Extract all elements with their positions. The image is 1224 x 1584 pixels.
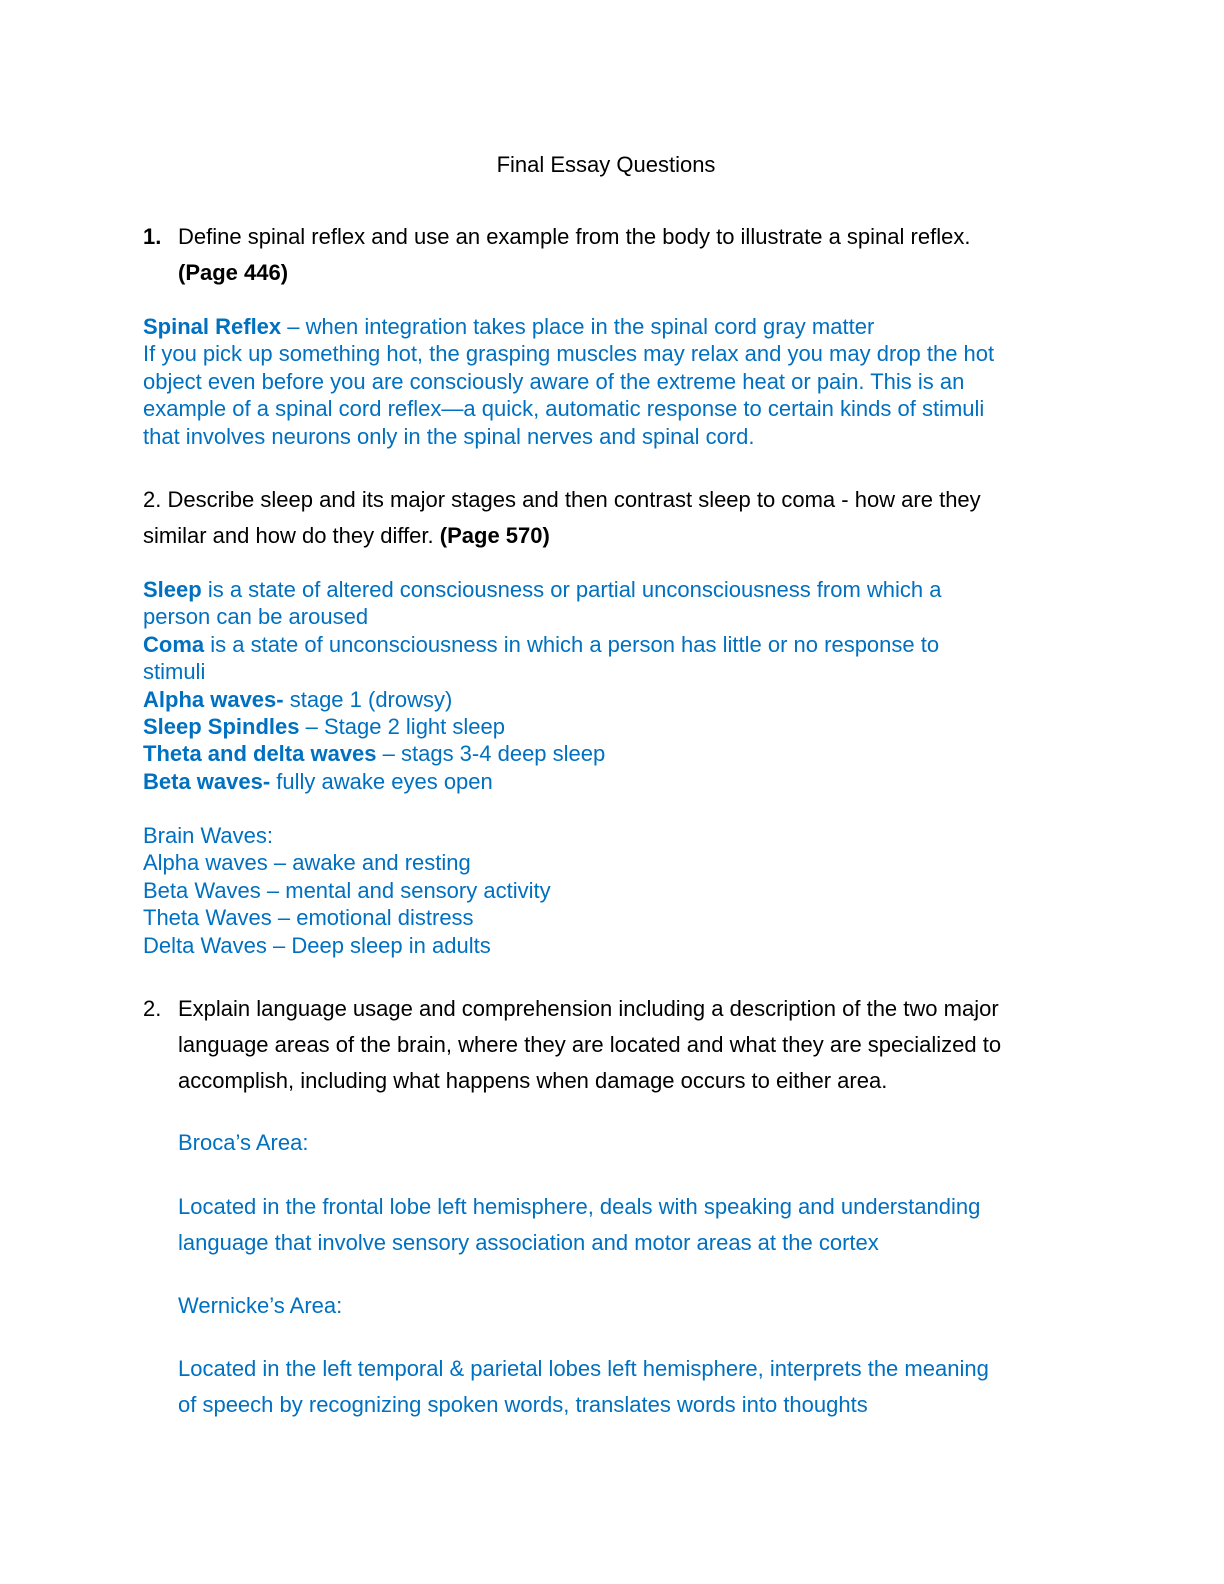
term: Spinal Reflex: [143, 314, 282, 339]
question-text: Define spinal reflex and use an example from the body to illustrate a spinal reflex.: [178, 224, 971, 249]
brain-waves-list: [143, 822, 551, 959]
wernicke-description: Located in the left temporal & parietal lobes left hemisphere, interprets the meaning of speech by recognizing spoken words, translates words into thoughts: [178, 1356, 989, 1417]
answer-1: [143, 313, 994, 450]
definition: person can be aroused: [143, 604, 369, 630]
broca-description: Located in the frontal lobe left hemisphere, deals with speaking and understanding language that involve sensory association and motor areas at the cortex: [178, 1194, 981, 1255]
stage-item: Beta waves- fully awake eyes open: [143, 768, 493, 794]
page-reference: (Page 446): [178, 260, 289, 285]
question-1: [178, 219, 970, 291]
answer-2: [143, 576, 942, 795]
question-number: 2.: [143, 996, 162, 1021]
term: Sleep: [143, 577, 202, 602]
question-text: 2. Describe sleep and its major stages and then contrast sleep to coma - how are they: [143, 487, 981, 512]
definition: is a state of altered consciousness or partial unconsciousness from which a: [201, 577, 942, 602]
list-item: Theta Waves – emotional distress: [143, 905, 474, 931]
answer-line: If you pick up something hot, the grasping muscles may relax and you may drop the hot: [143, 341, 995, 367]
definition: is a state of unconsciousness in which a person has little or no response to: [204, 631, 940, 657]
page-reference: (Page 570): [439, 523, 550, 548]
question-text: language areas of the brain, where they are located and what they are specialized to: [178, 1032, 1002, 1057]
stage-item: Alpha waves- stage 1 (drowsy): [143, 686, 453, 712]
document-title: Final Essay Questions: [496, 152, 716, 177]
answer-line: that involves neurons only in the spinal nerves and spinal cord.: [143, 423, 755, 449]
term: Coma: [143, 631, 205, 657]
list-item: Alpha waves – awake and resting: [143, 850, 471, 876]
list-item: Beta Waves – mental and sensory activity: [143, 877, 551, 903]
list-item: Delta Waves – Deep sleep in adults: [143, 932, 491, 958]
question-text: Explain language usage and comprehension including a description of the two major: [178, 996, 999, 1021]
question-2: [143, 482, 981, 554]
answer-line: example of a spinal cord reflex—a quick, automatic response to certain kinds of stimuli: [143, 396, 985, 422]
question-text: similar and how do they differ.: [143, 523, 440, 548]
question-text: accomplish, including what happens when damage occurs to either area.: [178, 1068, 888, 1093]
stage-item: Theta and delta waves – stags 3-4 deep sleep: [143, 741, 606, 767]
question-number: 1.: [143, 224, 162, 249]
definition: stimuli: [143, 659, 206, 685]
broca-heading: Broca’s Area:: [178, 1130, 309, 1155]
stage-item: Sleep Spindles – Stage 2 light sleep: [143, 713, 505, 739]
question-3: [178, 991, 1001, 1099]
answer-line: object even before you are consciously aware of the extreme heat or pain. This is an: [143, 368, 965, 394]
wernicke-heading: Wernicke’s Area:: [178, 1293, 343, 1318]
brain-waves-heading: Brain Waves:: [143, 823, 274, 848]
definition: – when integration takes place in the spinal cord gray matter: [281, 314, 875, 339]
